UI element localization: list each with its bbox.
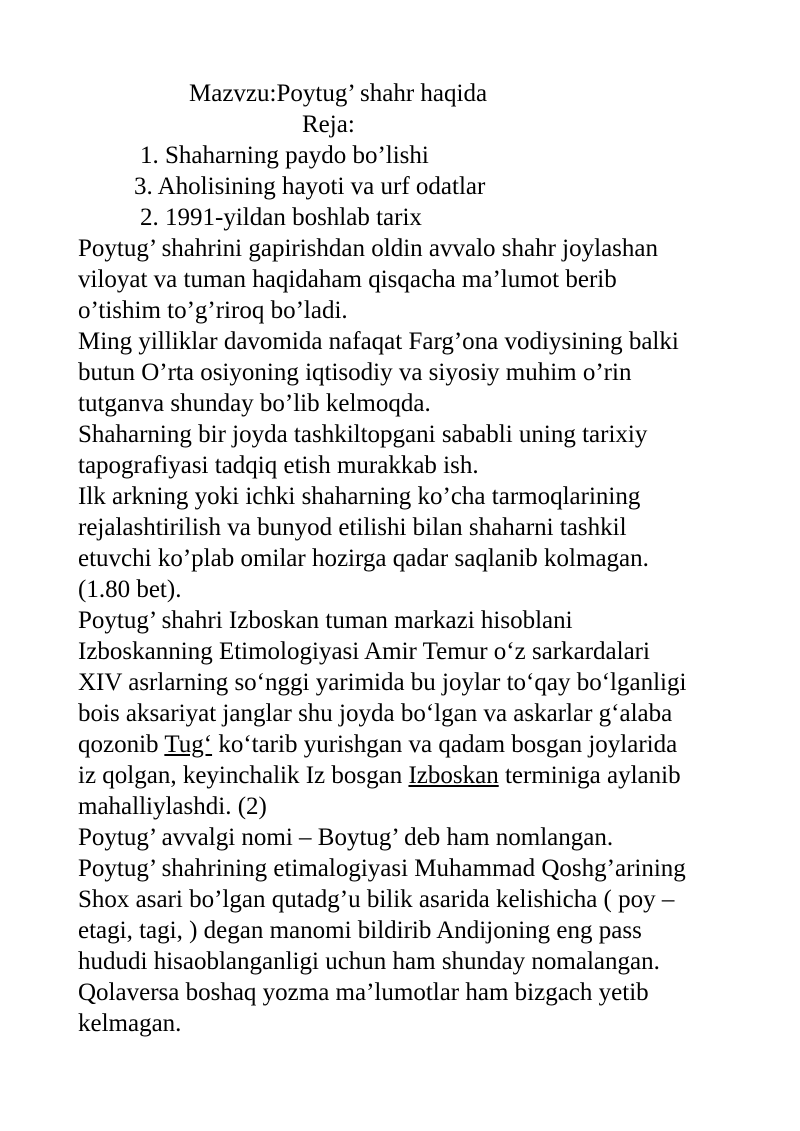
text-line: viloyat va tuman haqidaham qisqacha ma’lumot berib <box>78 266 617 293</box>
text-line: Shox asari bo’lgan qutadg’u bilik asarida kelishicha ( poy – <box>78 886 675 913</box>
document-body <box>78 233 768 1039</box>
text-line: Ilk arkning yoki ichki shaharning ko’cha tarmoqlarining <box>78 483 641 510</box>
plan-heading: Reja: <box>302 111 355 138</box>
text-line: (1.80 bet). <box>78 576 182 603</box>
plan-item-number: 2. <box>140 204 159 231</box>
text-line: bois aksariyat janglar shu joyda bo‘lgan va askarlar g‘alaba <box>78 700 673 727</box>
text-line: hududi hisaoblanganligi uchun ham shunday nomalangan. <box>78 948 660 975</box>
paragraph <box>78 822 768 853</box>
plan-item <box>140 202 422 233</box>
text-line <box>78 729 768 760</box>
text-line: XIV asrlarning so‘nggi yarimida bu joylar to‘qay bo‘lganligi <box>78 669 687 696</box>
paragraph <box>78 233 768 326</box>
plan-item <box>140 140 429 171</box>
text-line: tutganva shunday bo’lib kelmoqda. <box>78 390 431 417</box>
paragraph <box>78 853 768 1039</box>
text-line: rejalashtirilish va bunyod etilishi bilan shaharni tashkil <box>78 514 627 541</box>
text-line: Poytug’ shahrini gapirishdan oldin avvalo shahr joylashan <box>78 235 658 262</box>
text-line: kelmagan. <box>78 1010 182 1037</box>
document-title: Mazvzu:Poytug’ shahr haqida <box>189 80 488 107</box>
text-line: Poytug’ shahrining etimalogiyasi Muhammad Qoshg’arining <box>78 855 686 882</box>
plan-item-text: 1991-yildan boshlab tarix <box>165 204 422 231</box>
plan-item-number: 3. <box>134 173 153 200</box>
text-line: Poytug’ avvalgi nomi – Boytug’ deb ham nomlangan. <box>78 824 614 851</box>
text-line: mahalliylashdi. (2) <box>78 793 267 820</box>
text-segment: terminiga aylanib <box>498 762 681 789</box>
plan-item-text: Shaharning paydo bo’lishi <box>165 142 429 169</box>
text-line: Qolaversa boshaq yozma ma’lumotlar ham bizgach yetib <box>78 979 649 1006</box>
text-line: Shaharning bir joyda tashkiltopgani sababli uning tarixiy <box>78 421 648 448</box>
text-line: tapografiyasi tadqiq etish murakkab ish. <box>78 452 479 479</box>
underlined-term: Izboskan <box>408 762 499 789</box>
plan-item-text: Aholisining hayoti va urf odatlar <box>157 173 486 200</box>
underlined-term: Tug‘ <box>164 731 213 758</box>
text-line: Ming yilliklar davomida nafaqat Farg’ona vodiysining balki <box>78 328 679 355</box>
text-line: etagi, tagi, ) degan manomi bildirib Andijoning eng pass <box>78 917 642 944</box>
plan-item <box>134 171 485 202</box>
plan-item-number: 1. <box>140 142 159 169</box>
paragraph <box>78 605 768 822</box>
text-line: Poytug’ shahri Izboskan tuman markazi hisoblani <box>78 607 573 634</box>
paragraph <box>78 481 768 605</box>
paragraph <box>78 419 768 481</box>
text-segment: ko‘tarib yurishgan va qadam bosgan joylarida <box>212 731 678 758</box>
paragraph <box>78 326 768 419</box>
text-line <box>78 760 768 791</box>
text-line: o’tishim to’g’riroq bo’ladi. <box>78 297 348 324</box>
text-segment: iz qolgan, keyinchalik Iz bosgan <box>78 762 409 789</box>
text-line: butun O’rta osiyoning iqtisodiy va siyosiy muhim o’rin <box>78 359 632 386</box>
text-line: etuvchi ko’plab omilar hozirga qadar saqlanib kolmagan. <box>78 545 649 572</box>
text-segment: qozonib <box>78 731 165 758</box>
text-line: Izboskanning Etimologiyasi Amir Temur o‘z sarkardalari <box>78 638 650 665</box>
